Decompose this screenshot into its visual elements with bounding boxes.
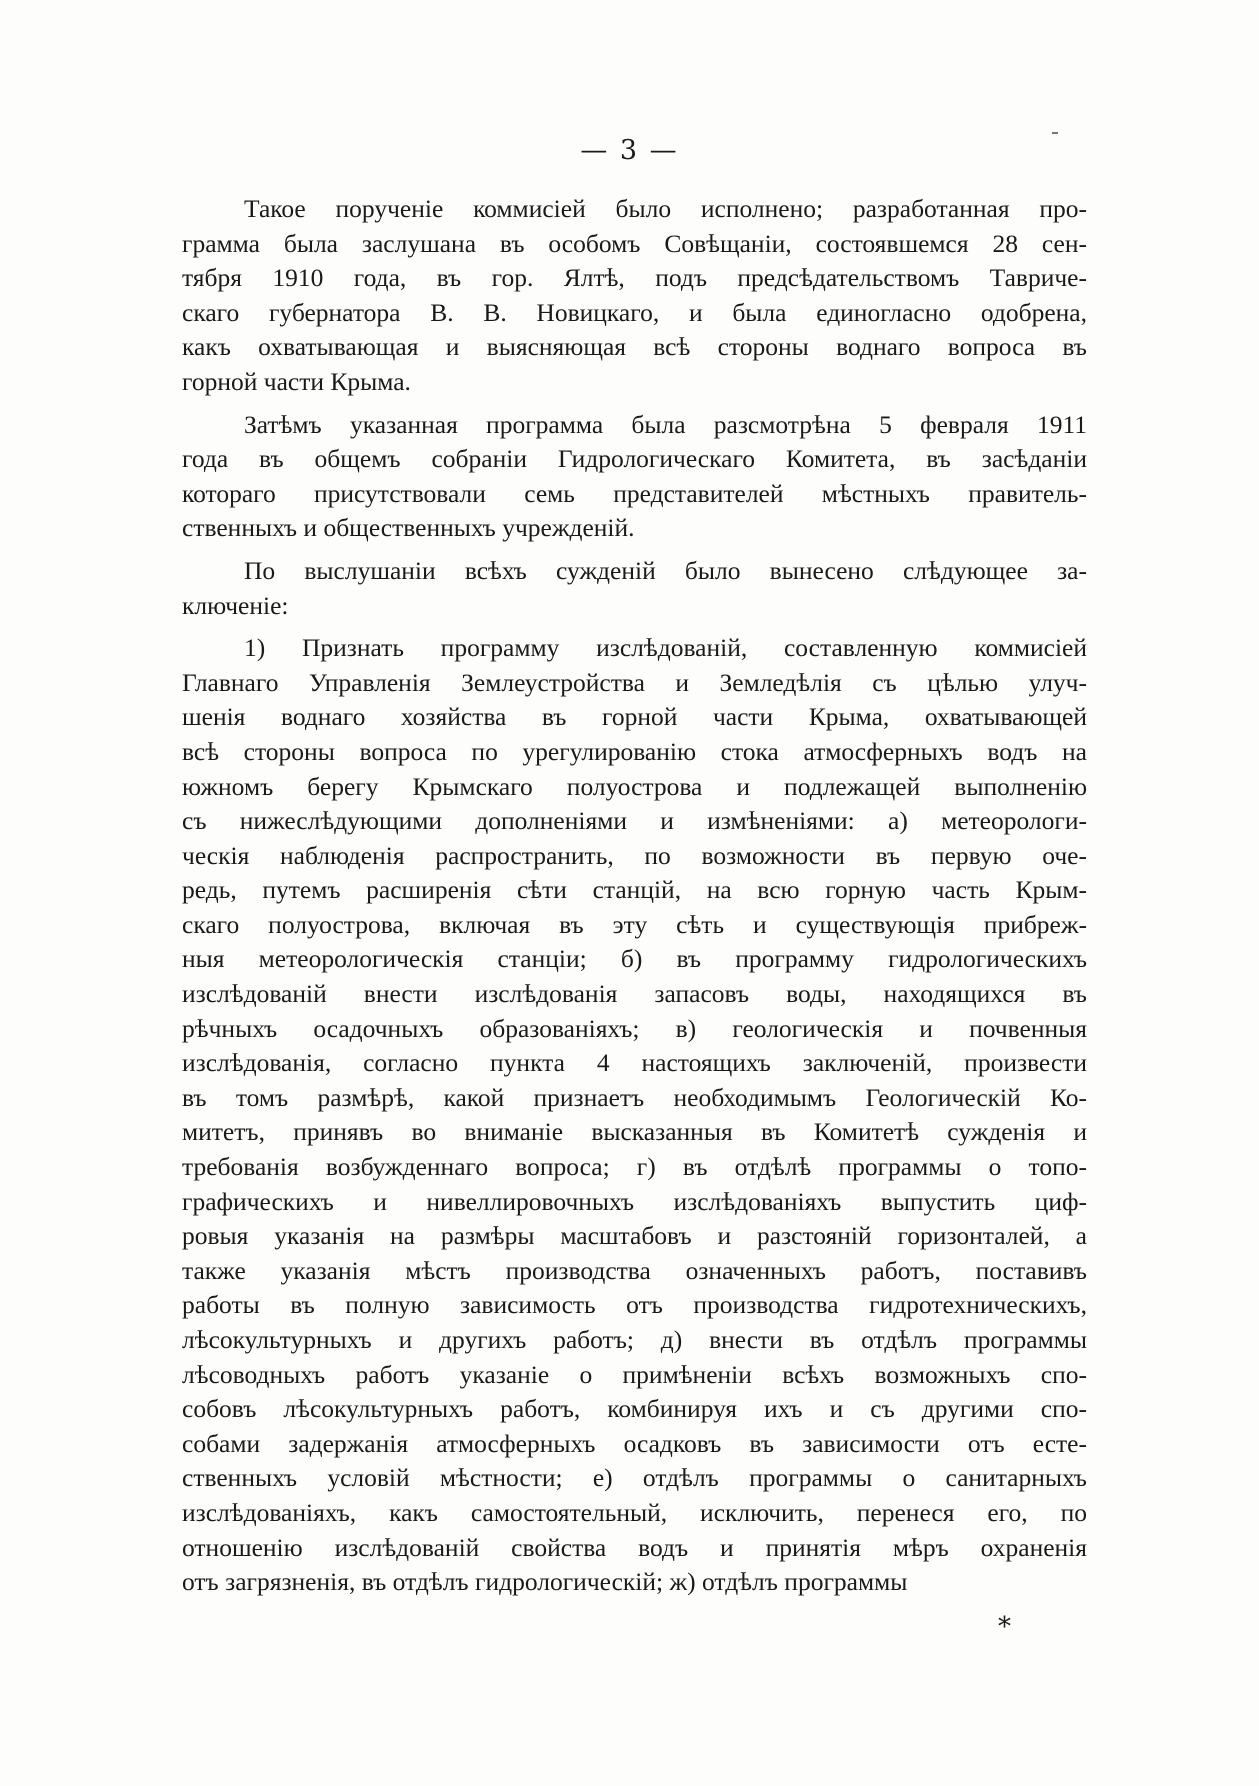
paragraph-gap	[182, 623, 1087, 631]
page-number: — 3 —	[580, 135, 679, 166]
text-line: скаго полуострова, включая въ эту сѣть и существующія прибреж-	[182, 909, 1087, 939]
text-line: всѣ стороны вопроса по урегулированію стока атмосферныхъ водъ на	[182, 736, 1087, 766]
text-line: ровыя указанія на размѣры масштабовъ и разстояній горизонталей, а	[182, 1221, 1087, 1251]
paragraph	[182, 192, 1087, 400]
text-line: митетъ, принявъ во вниманіе высказанныя въ Комитетѣ сужденія и	[182, 1117, 1087, 1147]
text-line: изслѣдованій внести изслѣдованія запасовъ воды, находящихся въ	[182, 979, 1087, 1009]
text-line: грамма была заслушана въ особомъ Совѣщаніи, состоявшемся 28 сен-	[182, 228, 1087, 258]
text-line: тября 1910 года, въ гор. Ялтѣ, подъ предсѣдательствомъ Тавриче-	[182, 263, 1087, 293]
text-line: Такое порученіе коммисіей было исполнено; разработанная про-	[244, 194, 1087, 223]
text-line: года въ общемъ собраніи Гидрологическаго Комитета, въ засѣданіи	[182, 444, 1087, 474]
text-line: отъ загрязненія, въ отдѣлъ гидрологическій; ж) отдѣлъ программы	[182, 1567, 908, 1597]
paragraph-gap	[182, 546, 1087, 554]
text-line: отношенію изслѣдованій свойства водъ и принятія мѣръ охраненія	[182, 1532, 1087, 1562]
footnote-mark: *	[998, 1612, 1011, 1642]
text-line: собовъ лѣсокультурныхъ работъ, комбинируя ихъ и съ другими спо-	[182, 1394, 1087, 1424]
text-line: 1) Признать программу изслѣдованій, составленную коммисіей	[244, 633, 1087, 663]
text-line: въ томъ размѣрѣ, какой признаетъ необходимымъ Геологическій Ко-	[182, 1082, 1087, 1112]
text-line: ключеніе:	[182, 590, 289, 620]
text-line: изслѣдованіяхъ, какъ самостоятельный, исключить, перенеся его, по	[182, 1497, 1087, 1527]
text-line: скаго губернатора В. В. Новицкаго, и была единогласно одобрена,	[182, 297, 1087, 327]
text-line: также указанія мѣстъ производства означенныхъ работъ, поставивъ	[182, 1255, 1087, 1285]
text-line: шенія воднаго хозяйства въ горной части Крыма, охватывающей	[182, 702, 1087, 732]
paragraph-gap	[182, 400, 1087, 408]
text-line: лѣсоводныхъ работъ указаніе о примѣненіи всѣхъ возможныхъ спо-	[182, 1359, 1087, 1389]
text-line: редь, путемъ расширенія сѣти станцій, на всю горную часть Крым-	[182, 875, 1087, 905]
text-line: требованія возбужденнаго вопроса; г) въ отдѣлѣ программы о топо-	[182, 1152, 1087, 1182]
paragraph	[182, 408, 1087, 546]
scan-speck	[1052, 132, 1058, 134]
text-line: южномъ берегу Крымскаго полуострова и подлежащей выполненію	[182, 771, 1087, 801]
text-line: Главнаго Управленія Землеустройства и Земледѣлія съ цѣлью улуч-	[182, 667, 1087, 697]
paragraph	[182, 631, 1087, 1600]
paragraph	[182, 554, 1087, 623]
text-line: съ нижеслѣдующими дополненіями и измѣненіями: а) метеорологи-	[182, 806, 1087, 836]
text-line: ныя метеорологическія станціи; б) въ программу гидрологическихъ	[182, 944, 1087, 974]
text-line: графическихъ и нивеллировочныхъ изслѣдованіяхъ выпустить циф-	[182, 1186, 1087, 1216]
text-line: собами задержанія атмосферныхъ осадковъ въ зависимости отъ есте-	[182, 1428, 1087, 1458]
text-line: изслѣдованія, согласно пункта 4 настоящихъ заключеній, произвести	[182, 1048, 1087, 1078]
text-line: ственныхъ и общественныхъ учрежденій.	[182, 513, 635, 543]
body-text	[182, 192, 1087, 1600]
text-line: лѣсокультурныхъ и другихъ работъ; д) внести въ отдѣлъ программы	[182, 1325, 1087, 1354]
text-line: По выслушаніи всѣхъ сужденій было вынесено слѣдующее за-	[244, 555, 1087, 585]
text-line: рѣчныхъ осадочныхъ образованіяхъ; в) геологическія и почвенныя	[182, 1013, 1087, 1043]
text-line: горной части Крыма.	[182, 366, 411, 396]
text-line: Затѣмъ указанная программа была рaзсмотрѣна 5 февраля 1911	[244, 409, 1087, 439]
text-line: работы въ полную зависимость отъ производства гидротехническихъ,	[182, 1290, 1087, 1320]
text-line: ственныхъ условій мѣстности; е) отдѣлъ программы о санитарныхъ	[182, 1463, 1087, 1493]
text-line: ческія наблюденія распространить, по возможности въ первую оче-	[182, 840, 1087, 870]
text-line: какъ охватывающая и выясняющая всѣ стороны воднаго вопроса въ	[182, 332, 1087, 362]
text-line: котораго присутствовали семь представителей мѣстныхъ правитель-	[182, 478, 1087, 508]
